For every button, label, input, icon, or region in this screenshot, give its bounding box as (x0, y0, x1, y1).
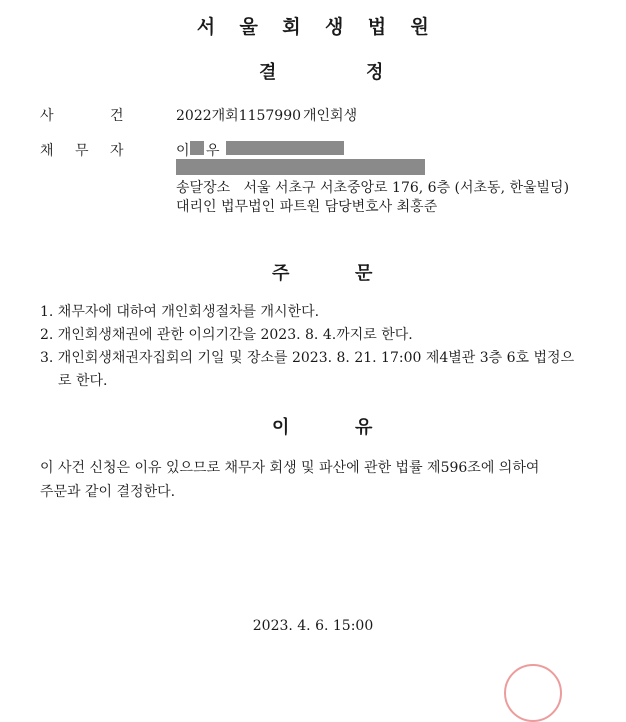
court-name-char: 서 (196, 16, 216, 38)
redaction-bar (176, 159, 425, 175)
redaction-bar (226, 141, 344, 155)
case-number: 2022개회1157990 (176, 108, 302, 124)
order-heading-char: 주 (272, 263, 290, 284)
order-item-3: 3. 개인회생채권자집회의 기일 및 장소를 2023. 8. 21. 17:00 제4별관 3층 6호 법정으 (40, 350, 575, 366)
case-label-char: 사 (40, 108, 54, 124)
court-name-char: 회 (282, 16, 301, 38)
court-name-char: 울 (239, 16, 259, 38)
order-item-3-continued: 로 한다. (58, 373, 108, 389)
debtor-label-char: 자 (110, 143, 124, 159)
order-heading (0, 259, 626, 283)
case-label (0, 105, 160, 125)
order-item-1: 1. 채무자에 대하여 개인회생절차를 개시한다. (40, 304, 320, 320)
reason-text-line-1: 이 사건 신청은 이유 있으므로 채무자 회생 및 파산에 관한 법률 제596조에 의하여 (40, 460, 540, 476)
reason-heading-char: 이 (272, 417, 290, 438)
court-name-char: 원 (410, 16, 430, 38)
debtor-label-char: 무 (75, 143, 89, 159)
court-name (0, 12, 626, 39)
debtor-name-first: 이 (176, 143, 190, 159)
case-label-char: 건 (110, 108, 124, 124)
order-heading-char: 문 (355, 263, 373, 284)
decision-date: 2023. 4. 6. 15:00 (252, 618, 374, 634)
attorney: 대리인 법무법인 파트원 담당변호사 최홍준 (176, 199, 438, 215)
case-type: 개인회생 (303, 108, 358, 124)
service-address: 송달장소 서울 서초구 서초중앙로 176, 6층 (서초동, 한울빌딩) (176, 180, 570, 196)
reason-heading-char: 유 (355, 417, 373, 438)
reason-text-line-2: 주문과 같이 결정한다. (40, 484, 176, 500)
reason-heading (0, 413, 626, 437)
debtor-name-last: 우 (206, 143, 220, 159)
redaction-bar (190, 141, 204, 155)
document-title-char: 정 (366, 62, 384, 83)
document-title-char: 결 (259, 62, 277, 83)
debtor-label (0, 140, 160, 160)
court-name-char: 법 (367, 16, 387, 38)
court-seal (504, 664, 562, 722)
debtor-label-char: 채 (40, 143, 54, 159)
document-title (0, 58, 626, 82)
order-item-2: 2. 개인회생채권에 관한 이의기간을 2023. 8. 4.까지로 한다. (40, 327, 413, 343)
court-name-char: 생 (325, 16, 344, 38)
